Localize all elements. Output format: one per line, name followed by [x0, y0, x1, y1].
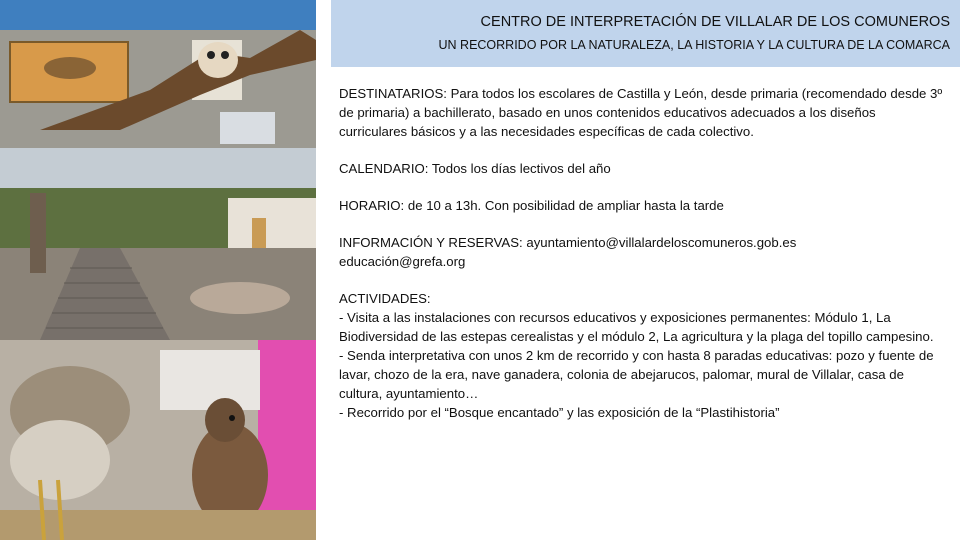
informacion-line-1: INFORMACIÓN Y RESERVAS: ayuntamiento@villalardeloscomuneros.gob.es: [339, 235, 797, 250]
birds-exhibit-illustration: [0, 0, 316, 148]
destinatarios-text: DESTINATARIOS: Para todos los escolares de Castilla y León, desde primaria (recomendado desde 3º de primaria) a bachillerato, basado en unos contenidos educativos adecuados a los diseños curriculares básicos y a las necesidades específicas de cada colectivo.: [339, 86, 943, 139]
informacion-line-2: educación@grefa.org: [339, 254, 466, 269]
birds-exhibit-photo: [0, 0, 316, 148]
page-subtitle: UN RECORRIDO POR LA NATURALEZA, LA HISTORIA Y LA CULTURA DE LA COMARCA: [438, 38, 950, 52]
actividad-item-1: - Visita a las instalaciones con recursos educativos y exposiciones permanentes: Módulo 1, La Biodiversidad de las estepas cerealistas y el módulo 2, La agricultura y la plaga del topillo campesino.: [339, 310, 934, 344]
actividades-heading: ACTIVIDADES:: [339, 291, 431, 306]
horario-text: HORARIO: de 10 a 13h. Con posibilidad de ampliar hasta la tarde: [339, 198, 724, 213]
page-title: CENTRO DE INTERPRETACIÓN DE VILLALAR DE LOS COMUNEROS: [480, 14, 950, 30]
bird-models-illustration: [0, 340, 316, 540]
calendario-text: CALENDARIO: Todos los días lectivos del año: [339, 161, 611, 176]
actividad-item-3: - Recorrido por el “Bosque encantado” y las exposición de la “Plastihistoria”: [339, 405, 780, 420]
main-content: [339, 84, 945, 422]
garden-path-illustration: [0, 148, 316, 340]
header-band: [331, 0, 960, 67]
garden-path-photo: [0, 148, 316, 340]
bird-models-photo: [0, 340, 316, 540]
photo-collage: [0, 0, 316, 540]
actividad-item-2: - Senda interpretativa con unos 2 km de recorrido y con hasta 8 paradas educativas: pozo y fuente de lavar, chozo de la era, nave ganadera, colonia de abejarucos, palomar, mural de Villalar, casa de cultura, ayuntamiento…: [339, 348, 934, 401]
